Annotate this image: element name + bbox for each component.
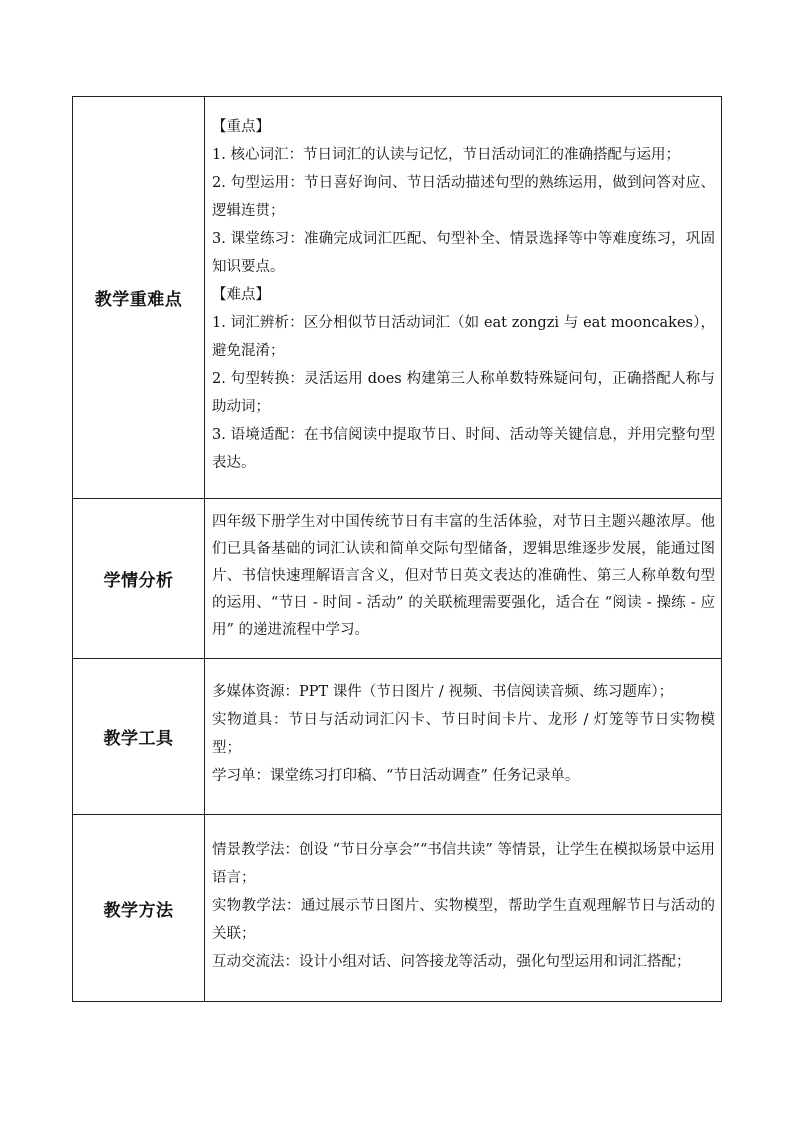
difficult-point-item: 1. 词汇辨析：区分相似节日活动词汇（如 eat zongzi 与 eat mooncakes），避免混淆； <box>212 315 715 359</box>
lesson-plan-table <box>72 96 722 1002</box>
student-analysis-paragraph: 四年级下册学生对中国传统节日有丰富的生活体验，对节日主题兴趣浓厚。他们已具备基础的词汇认读和简单交际句型储备，逻辑思维逐步发展，能通过图片、书信快速理解语言含义，但对节日英文表达的准确性、第三人称单数句型的运用、“节日 - 时间 - 活动” 的关联梳理需要强化，适合在 “阅读 - 操练 - 应用” 的递进流程中学习。 <box>212 513 715 638</box>
row-label-teaching-tools: 教学工具 <box>73 659 205 815</box>
table-row <box>73 499 722 659</box>
table-row <box>73 815 722 1002</box>
key-difficult-points-content <box>205 97 722 499</box>
difficult-point-item: 3. 语境适配：在书信阅读中提取节日、时间、活动等关键信息，并用完整句型表达。 <box>212 427 715 471</box>
tool-item: 学习单：课堂练习打印稿、“节日活动调查” 任务记录单。 <box>212 768 580 784</box>
difficult-points-heading: 【难点】 <box>212 287 270 303</box>
difficult-point-item: 2. 句型转换：灵活运用 does 构建第三人称单数特殊疑问句，正确搭配人称与助动词； <box>212 371 715 415</box>
method-item: 互动交流法：设计小组对话、问答接龙等活动，强化句型运用和词汇搭配； <box>212 953 691 970</box>
key-point-item: 2. 句型运用：节日喜好询问、节日活动描述句型的熟练运用，做到问答对应、逻辑连贯； <box>212 175 715 219</box>
key-point-item: 3. 课堂练习：准确完成词汇匹配、句型补全、情景选择等中等难度练习，巩固知识要点。 <box>212 231 715 275</box>
student-analysis-content <box>205 499 722 659</box>
table-row <box>73 659 722 815</box>
tool-item: 实物道具：节日与活动词汇闪卡、节日时间卡片、龙形 / 灯笼等节日实物模型； <box>212 712 715 756</box>
teaching-tools-content <box>205 659 722 815</box>
row-label-student-analysis: 学情分析 <box>73 499 205 659</box>
teaching-methods-content <box>205 815 722 1002</box>
method-item: 实物教学法：通过展示节日图片、实物模型，帮助学生直观理解节日与活动的关联； <box>212 897 715 942</box>
method-item: 情景教学法：创设 “节日分享会”“书信共读” 等情景，让学生在模拟场景中运用语言； <box>212 841 715 886</box>
key-points-heading: 【重点】 <box>212 119 270 135</box>
tool-item: 多媒体资源：PPT 课件（节日图片 / 视频、书信阅读音频、练习题库）； <box>212 684 674 700</box>
key-point-item: 1. 核心词汇：节日词汇的认读与记忆，节日活动词汇的准确搭配与运用； <box>212 147 680 163</box>
row-label-teaching-methods: 教学方法 <box>73 815 205 1002</box>
row-label-key-difficult-points: 教学重难点 <box>73 97 205 499</box>
table-row <box>73 97 722 499</box>
